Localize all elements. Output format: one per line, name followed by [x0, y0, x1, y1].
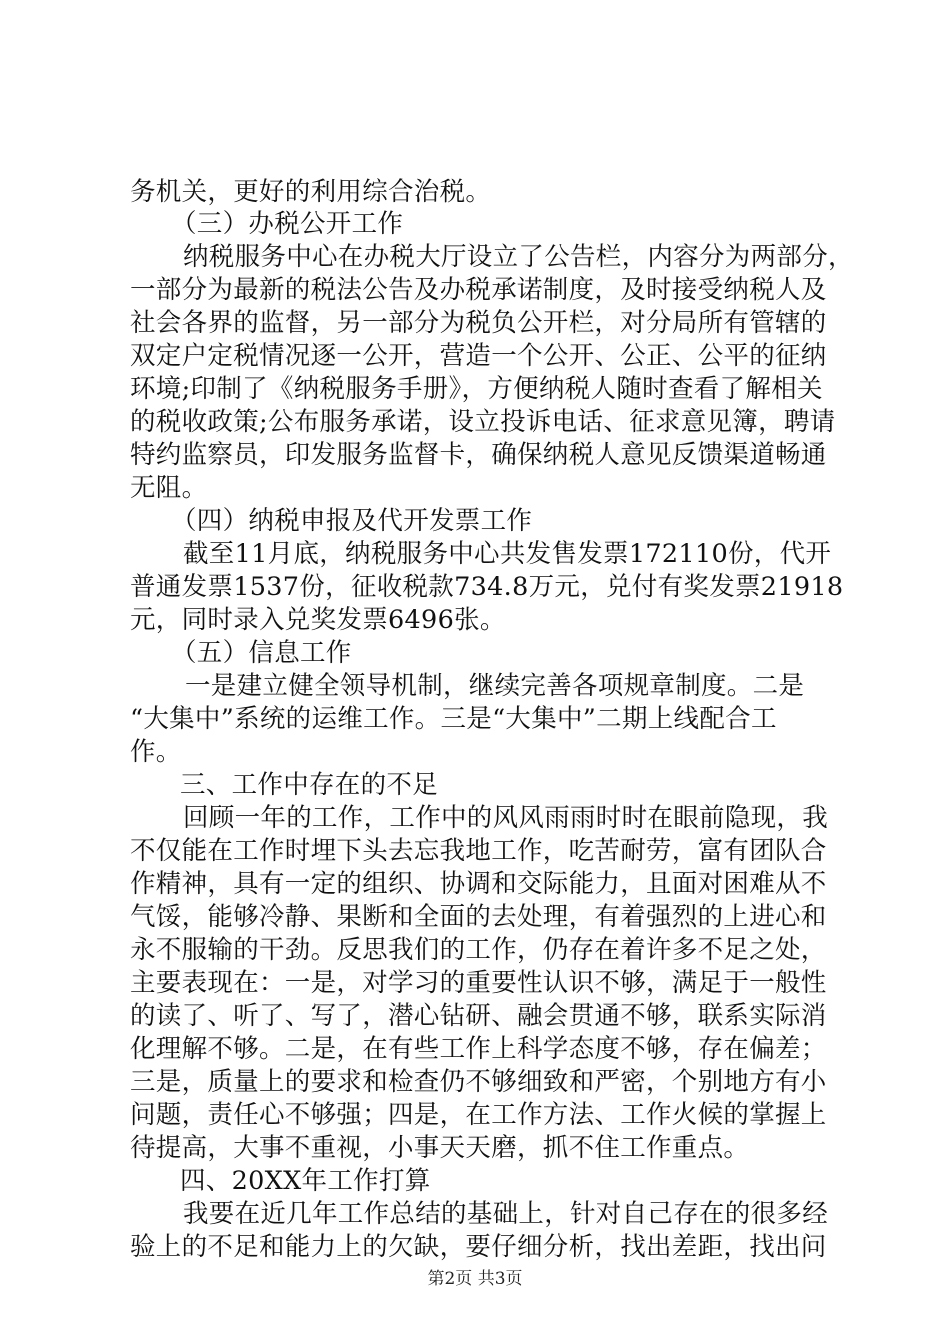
text-line: 作精神，具有一定的组织、协调和交际能力，且面对困难从不: [130, 869, 827, 899]
text-line: 社会各界的监督，另一部分为税负公开栏，对分局所有管辖的: [130, 308, 827, 338]
text-line: “大集中”系统的运维工作。三是“大集中”二期上线配合工: [130, 704, 777, 734]
text-line: 待提高，大事不重视，小事天天磨，抓不住工作重点。: [130, 1133, 750, 1163]
text-line: 不仅能在工作时埋下头去忘我地工作，吃苦耐劳，富有团队合: [130, 836, 827, 866]
section-heading: （三）办税公开工作: [171, 209, 404, 239]
section-heading: 三、工作中存在的不足: [180, 770, 439, 800]
text-line: 纳税服务中心在办税大厅设立了公告栏，内容分为两部分，: [183, 242, 854, 272]
text-line: 三是，质量上的要求和检查仍不够细致和严密，个别地方有小: [130, 1067, 827, 1097]
text-line: 元，同时录入兑奖发票6496张。: [130, 605, 506, 635]
text-line: 作。: [130, 737, 182, 767]
text-line: 气馁，能够冷静、果断和全面的去处理，有着强烈的上进心和: [130, 902, 827, 932]
text-line: 的读了、听了、写了，潜心钻研、融会贯通不够，联系实际消: [130, 1001, 827, 1031]
section-heading: 四、20XX年工作打算: [180, 1166, 431, 1196]
text-line: 无阻。: [130, 473, 208, 503]
text-line: 的税收政策;公布服务承诺，设立投诉电话、征求意见簿，聘请: [130, 407, 836, 437]
text-line: 问题，责任心不够强；四是，在工作方法、工作火候的掌握上: [130, 1100, 827, 1130]
text-line: 双定户定税情况逐一公开，营造一个公开、公正、公平的征纳: [130, 341, 827, 371]
text-line: 务机关，更好的利用综合治税。: [130, 177, 492, 207]
text-line: 一是建立健全领导机制，继续完善各项规章制度。二是: [185, 671, 805, 701]
text-line: 特约监察员，印发服务监督卡，确保纳税人意见反馈渠道畅通: [130, 440, 827, 470]
text-line: 普通发票1537份，征收税款734.8万元，兑付有奖发票21918: [130, 572, 844, 602]
section-heading: （五）信息工作: [171, 638, 352, 668]
text-line: 一部分为最新的税法公告及办税承诺制度，及时接受纳税人及: [130, 275, 827, 305]
page-footer: 第2页 共3页: [427, 1269, 523, 1289]
text-line: 化理解不够。二是，在有些工作上科学态度不够，存在偏差；: [130, 1034, 827, 1064]
text-line: 验上的不足和能力上的欠缺，要仔细分析，找出差距，找出问: [130, 1232, 827, 1262]
text-line: 永不服输的干劲。反思我们的工作，仍存在着许多不足之处，: [130, 935, 827, 965]
section-heading: （四）纳税申报及代开发票工作: [171, 506, 533, 536]
text-line: 回顾一年的工作，工作中的风风雨雨时时在眼前隐现，我: [183, 803, 829, 833]
text-line: 我要在近几年工作总结的基础上，针对自己存在的很多经: [183, 1199, 829, 1229]
text-line: 环境;印制了《纳税服务手册》，方便纳税人随时查看了解相关: [130, 374, 823, 404]
text-line: 主要表现在：一是，对学习的重要性认识不够，满足于一般性: [130, 968, 827, 998]
text-line: 截至11月底，纳税服务中心共发售发票172110份，代开: [183, 539, 832, 569]
